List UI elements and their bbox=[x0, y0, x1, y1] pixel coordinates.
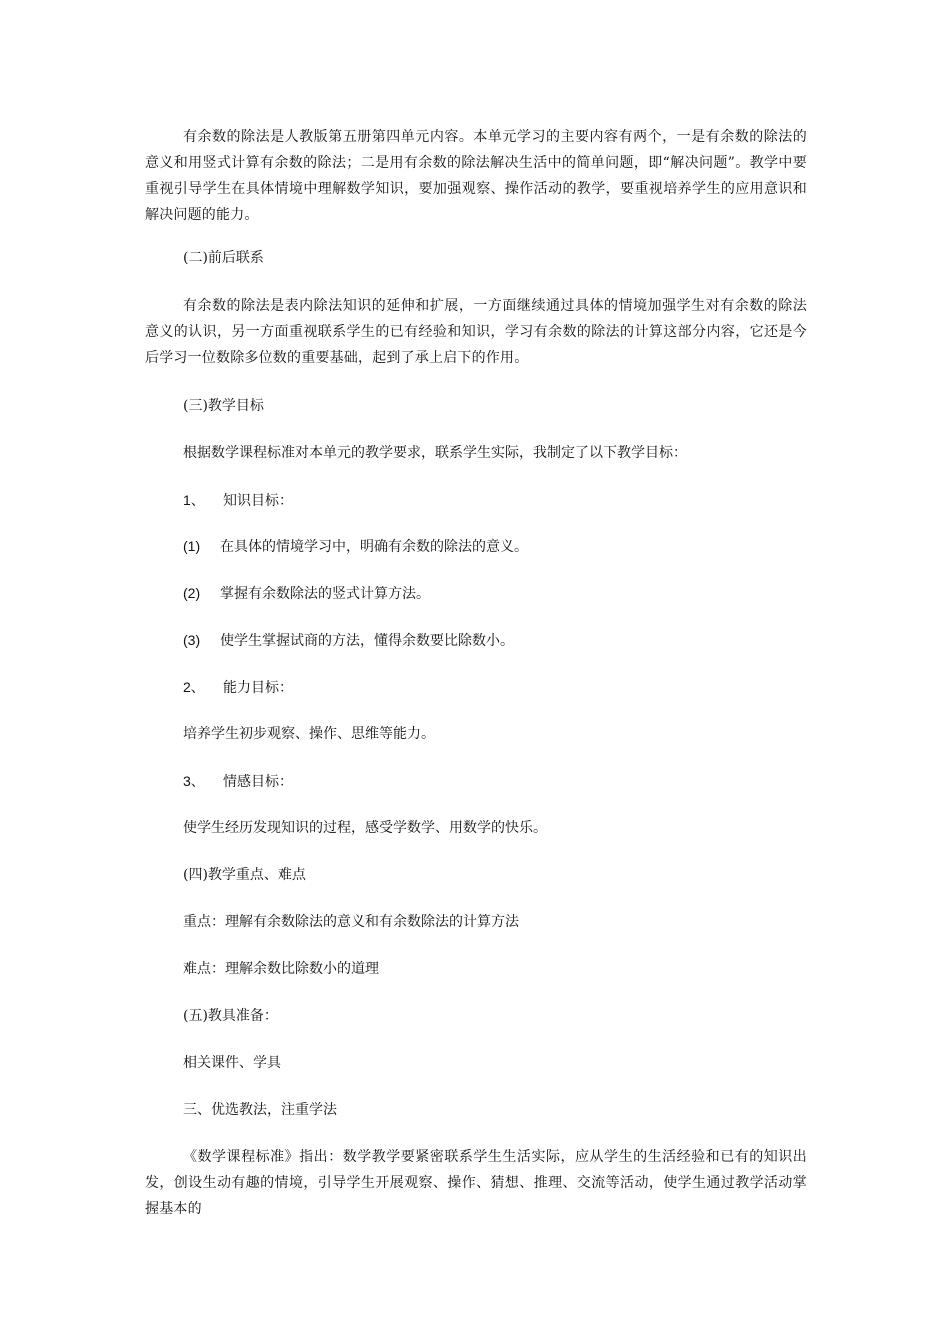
sub-goal-1 bbox=[183, 536, 528, 557]
sub-goal-1-text: 在具体的情境学习中，明确有余数的除法的意义。 bbox=[220, 539, 528, 555]
standards-paragraph: 《数学课程标准》指出：数学教学要紧密联系学生生活实际，应从学生的生活经验和已有的知识出发，创设生动有趣的情境，引导学生开展观察、操作、猜想、推理、交流等活动，使学生通过教学活动掌握基本的 bbox=[145, 1149, 807, 1217]
goal-knowledge-number: 1、 bbox=[183, 492, 205, 508]
goal-emotion-label: 情感目标： bbox=[223, 774, 293, 790]
goal-emotion-number: 3、 bbox=[183, 773, 205, 789]
goal-ability bbox=[183, 677, 293, 698]
sub-goal-2-number: (2) bbox=[183, 585, 201, 601]
goal-ability-detail: 培养学生初步观察、操作、思维等能力。 bbox=[183, 726, 435, 742]
heading-key-points: (四)教学重点、难点 bbox=[183, 867, 306, 883]
sub-goal-1-number: (1) bbox=[183, 538, 201, 554]
relations-paragraph: 有余数的除法是表内除法知识的延伸和扩展，一方面继续通过具体的情境加强学生对有余数的除法意义的认识，另一方面重视联系学生的已有经验和知识，学习有余数的除法的计算这部分内容，它还是今后学习一位数除多位数的重要基础，起到了承上启下的作用。 bbox=[145, 298, 807, 366]
heading-section-3: 三、优选教法，注重学法 bbox=[183, 1102, 337, 1118]
heading-relations: (二)前后联系 bbox=[183, 250, 264, 266]
intro-paragraph: 有余数的除法是人教版第五册第四单元内容。本单元学习的主要内容有两个，一是有余数的除法的意义和用竖式计算有余数的除法；二是用有余数的除法解决生活中的简单问题，即“解决问题”。教学中要重视引导学生在具体情境中理解数学知识，要加强观察、操作活动的教学，要重视培养学生的应用意识和解决问题的能力。 bbox=[145, 129, 807, 223]
goal-knowledge-label: 知识目标： bbox=[223, 493, 293, 509]
goal-emotion-detail: 使学生经历发现知识的过程，感受学数学、用数学的快乐。 bbox=[183, 820, 547, 836]
goals-intro: 根据数学课程标准对本单元的教学要求，联系学生实际，我制定了以下教学目标： bbox=[183, 445, 687, 461]
tools-list: 相关课件、学具 bbox=[183, 1055, 281, 1071]
goal-ability-label: 能力目标： bbox=[223, 680, 293, 696]
sub-goal-3-number: (3) bbox=[183, 632, 201, 648]
sub-goal-3-text: 使学生掌握试商的方法，懂得余数要比除数小。 bbox=[220, 633, 514, 649]
goal-emotion bbox=[183, 771, 293, 792]
goal-knowledge bbox=[183, 490, 293, 511]
sub-goal-2 bbox=[183, 583, 430, 604]
heading-tools: (五)教具准备： bbox=[183, 1008, 278, 1024]
heading-goals: (三)教学目标 bbox=[183, 398, 264, 414]
key-point: 重点：理解有余数除法的意义和有余数除法的计算方法 bbox=[183, 914, 519, 930]
sub-goal-3 bbox=[183, 630, 514, 651]
goal-ability-number: 2、 bbox=[183, 679, 205, 695]
difficult-point: 难点：理解余数比除数小的道理 bbox=[183, 961, 379, 977]
sub-goal-2-text: 掌握有余数除法的竖式计算方法。 bbox=[220, 586, 430, 602]
